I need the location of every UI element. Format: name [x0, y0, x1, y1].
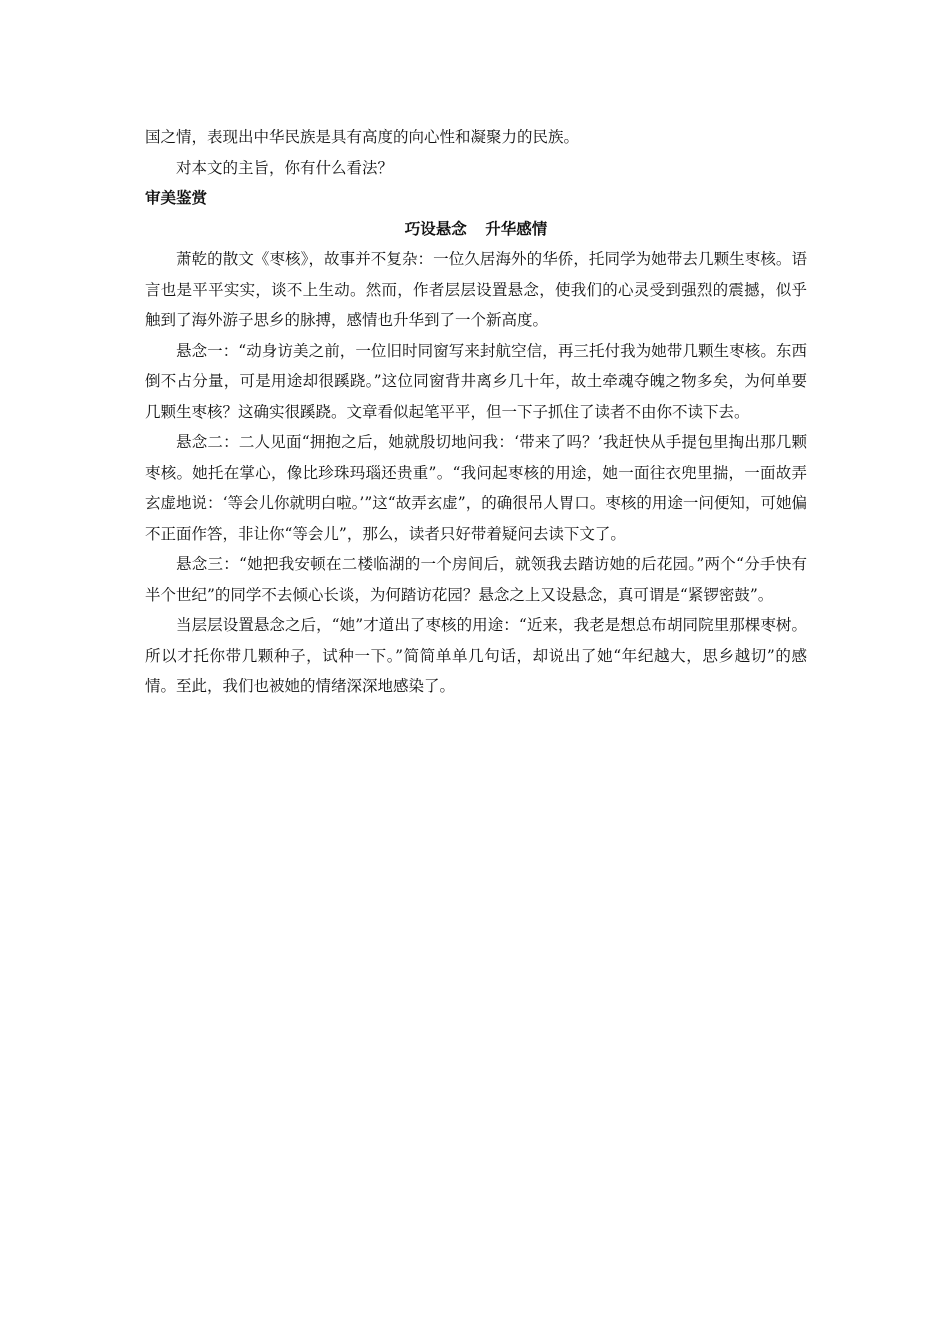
- article-title-part2: 升华感情: [485, 219, 548, 238]
- discussion-question: 对本文的主旨，你有什么看法？: [176, 158, 394, 177]
- section-heading: 审美鉴赏: [145, 189, 208, 207]
- paragraph-suspense-one: 悬念一：“动身访美之前，一位旧时同窗写来封航空信，再三托付我为她带几颗生枣核。东西倒不占分量，可是用途却很蹊跷。”这位同窗背井离乡几十年，故土牵魂夺魄之物多矣，为何单要几颗生枣核？这确实很蹊跷。文章看似起笔平平，但一下子抓住了读者不由你不读下去。: [145, 341, 807, 421]
- article-title-part1: 巧设悬念: [404, 219, 467, 238]
- paragraph-continued: 国之情，表现出中华民族是具有高度的向心性和凝聚力的民族。: [145, 128, 580, 146]
- paragraph-intro: 萧乾的散文《枣核》，故事并不复杂：一位久居海外的华侨，托同学为她带去几颗生枣核。语言也是平平实实，谈不上生动。然而，作者层层设置悬念，使我们的心灵受到强烈的震撼，似乎触到了海外游子思乡的脉搏，感情也升华到了一个新高度。: [145, 250, 807, 329]
- paragraph-suspense-two: 悬念二：二人见面“拥抱之后，她就殷切地问我：‘带来了吗？’我赶快从手提包里掏出那几颗枣核。她托在掌心，像比珍珠玛瑙还贵重”。“我问起枣核的用途，她一面往衣兜里揣，一面故弄玄虚地说：‘等会儿你就明白啦。’”这“故弄玄虚”，的确很吊人胃口。枣核的用途一问便知，可她偏不正面作答，非让你“等会儿”，那么，读者只好带着疑问去读下文了。: [145, 433, 807, 543]
- paragraph-conclusion: 当层层设置悬念之后，“她”才道出了枣核的用途：“近来，我老是想总布胡同院里那棵枣树。所以才托你带几颗种子，试种一下。”简简单单几句话，却说出了她“年纪越大，思乡越切”的感情。至此，我们也被她的情绪深深地感染了。: [145, 616, 807, 695]
- paragraph-suspense-three: 悬念三：“她把我安顿在二楼临湖的一个房间后，就领我去踏访她的后花园。”两个“分手快有半个世纪”的同学不去倾心长谈，为何踏访花园？悬念之上又设悬念，真可谓是“紧锣密鼓”。: [145, 555, 807, 604]
- article-title: [145, 214, 807, 245]
- document-page: [145, 122, 807, 702]
